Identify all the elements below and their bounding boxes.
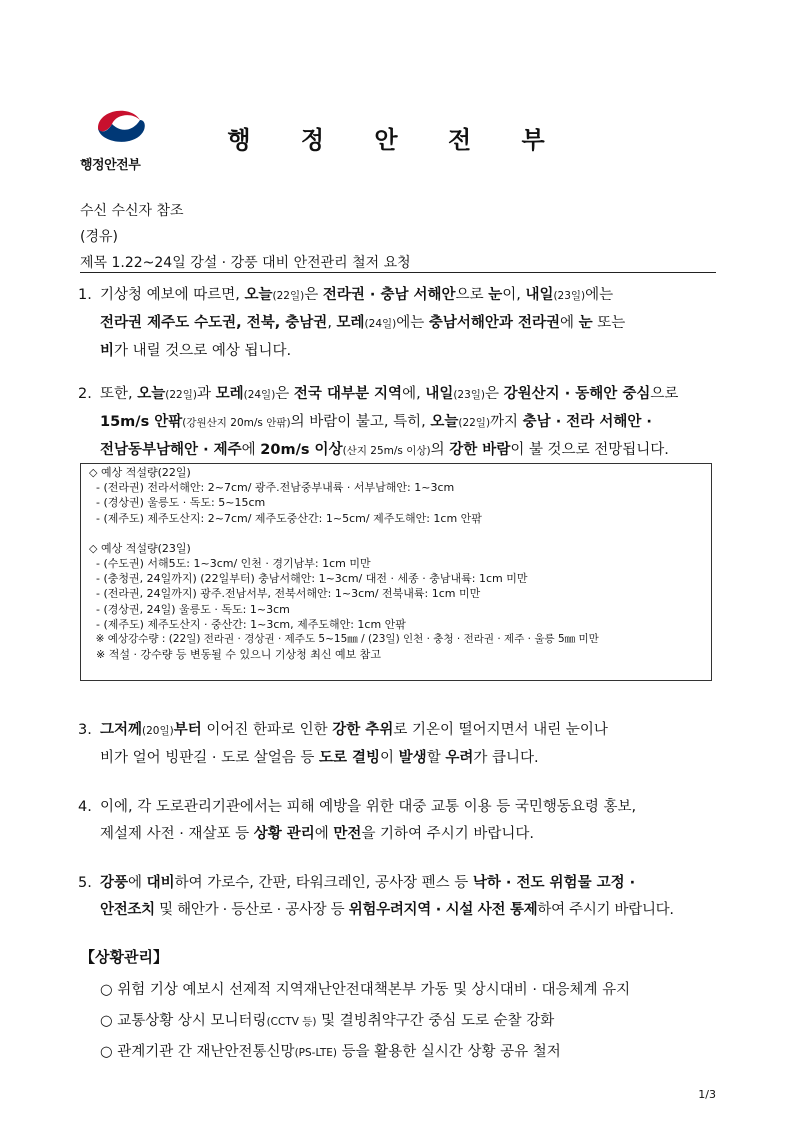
small-text: (강원산지 20m/s 안팎) bbox=[182, 417, 291, 429]
forecast-note: ※ 적설 · 강수량 등 변동될 수 있으니 기상청 최신 예보 참고 bbox=[89, 648, 381, 662]
forecast-line: - (충청권, 24일까지) (22일부터) 충남서해안: 1~3cm/ 대전 · 세종 · 충남내륙: 1cm 미만 bbox=[89, 572, 528, 586]
forecast-note: ※ 예상강수량 : (22일) 전라권 · 경상권 · 제주도 5~15㎜ / (23일) 인천 · 충청 · 전라권 · 제주 · 울릉 5㎜ 미만 bbox=[89, 633, 599, 646]
via-line: (경유) bbox=[80, 229, 118, 245]
bold-text: 20m/s 이상 bbox=[260, 442, 343, 458]
bold-text: 전남동부남해안 · 제주 bbox=[100, 442, 242, 458]
forecast-line: - (경상권) 울릉도 · 독도: 5~15cm bbox=[89, 496, 266, 510]
text: 에 bbox=[560, 315, 579, 331]
text: ○ 관계기관 간 재난안전통신망 bbox=[100, 1044, 295, 1060]
text: 가 내릴 것으로 예상 됩니다. bbox=[114, 343, 292, 359]
bold-text: 그저께 bbox=[100, 722, 143, 738]
text: 할 bbox=[426, 750, 446, 766]
small-text: (22일) bbox=[458, 417, 491, 429]
paragraph-1 bbox=[78, 282, 718, 365]
small-text: (PS-LTE) bbox=[294, 1047, 337, 1059]
bold-text: 눈 bbox=[488, 287, 503, 303]
forecast-day2-title: ◇ 예상 적설량(23일) bbox=[89, 541, 191, 555]
text: 또한, bbox=[100, 386, 138, 402]
bold-text: 오늘 bbox=[137, 386, 166, 402]
bold-text: 15m/s 안팎 bbox=[100, 414, 183, 430]
bold-text: 모레 bbox=[215, 386, 244, 402]
text: 이 bbox=[380, 750, 399, 766]
paragraph-3 bbox=[78, 717, 718, 772]
paragraph-5 bbox=[78, 870, 718, 924]
text: 기상청 예보에 따르면, bbox=[100, 287, 245, 303]
text: 하여 가로수, 간판, 타워크레인, 공사장 펜스 등 bbox=[174, 875, 473, 891]
text: 하여 주시기 바랍니다. bbox=[537, 902, 674, 918]
bold-text: 대비 bbox=[146, 875, 175, 891]
forecast-line: - (제주도) 제주도산지 · 중산간: 1~3cm, 제주도해안: 1cm 안팎 bbox=[89, 617, 406, 631]
bold-text: 강한 추위 bbox=[332, 722, 394, 738]
logo-text: 행정안전부 bbox=[80, 158, 141, 173]
text: 이 불 것으로 전망됩니다. bbox=[510, 442, 669, 458]
text: 또는 bbox=[592, 315, 626, 331]
paragraph-2 bbox=[78, 381, 718, 465]
small-text: (22일) bbox=[165, 389, 197, 401]
document-title: 행 정 안 전 부 bbox=[227, 126, 566, 154]
text: 으로 bbox=[455, 287, 489, 303]
forecast-line: - (전라권, 24일까지) 광주.전남서부, 전북서해안: 1~3cm/ 전북내륙: 1cm 미만 bbox=[89, 587, 481, 601]
list-item bbox=[100, 1037, 720, 1069]
bold-text: 오늘 bbox=[244, 287, 273, 303]
text: 이에, 각 도로관리기관에서는 피해 예방을 위한 대중 교통 이용 등 국민행동요령 홍보, bbox=[100, 799, 637, 815]
bold-text: 강풍 bbox=[100, 875, 129, 891]
bold-text: 강원산지 · 동해안 중심 bbox=[503, 386, 651, 402]
text: 의 바람이 불고, 특히, bbox=[290, 414, 431, 430]
text: 및 결빙취약구간 중심 도로 순찰 강화 bbox=[316, 1012, 555, 1029]
para-number: 3. bbox=[78, 722, 92, 738]
text: 과 bbox=[196, 386, 216, 402]
text: 등을 활용한 실시간 상황 공유 철저 bbox=[337, 1044, 561, 1060]
text: 이어진 한파로 인한 bbox=[201, 722, 333, 738]
page-number: 1/3 bbox=[698, 1088, 716, 1101]
text: 이, bbox=[502, 287, 526, 303]
bold-text: 내일 bbox=[525, 287, 554, 303]
bold-text: 부터 bbox=[173, 722, 202, 738]
text: 은 bbox=[304, 287, 323, 303]
situation-title: 【상황관리】 bbox=[80, 948, 168, 966]
small-text: (23일) bbox=[553, 290, 586, 302]
text: 은 bbox=[485, 386, 504, 402]
bold-text: 눈 bbox=[578, 315, 593, 331]
text: 까지 bbox=[490, 414, 523, 430]
text: 에는 bbox=[396, 315, 429, 331]
subject-line: 제목 1.22~24일 강설 · 강풍 대비 안전관리 철저 요청 bbox=[80, 255, 411, 271]
text: ○ 위험 기상 예보시 선제적 지역재난안전대책본부 가동 및 상시대비 · 대응체계 유지 bbox=[100, 982, 631, 998]
bold-text: 전라권 · 충남 서해안 bbox=[322, 287, 456, 303]
forecast-line: - (제주도) 제주도산지: 2~7cm/ 제주도중산간: 1~5cm/ 제주도해안: 1cm 안팎 bbox=[89, 511, 482, 525]
forecast-line: - (전라권) 전라서해안: 2~7cm/ 광주.전남중부내륙 · 서부남해안: 1~3cm bbox=[89, 481, 455, 495]
para-number: 2. bbox=[78, 386, 92, 402]
small-text: (22일) bbox=[272, 290, 305, 302]
forecast-day1-title: ◇ 예상 적설량(22일) bbox=[89, 466, 191, 479]
bold-text: 충남서해안과 전라권 bbox=[428, 315, 560, 331]
text: 로 기온이 떨어지면서 내린 눈이나 bbox=[393, 722, 608, 738]
recipient-line: 수신 수신자 참조 bbox=[80, 203, 184, 219]
text: ○ 교통상황 상시 모니터링 bbox=[100, 1012, 267, 1029]
small-text: (20일) bbox=[142, 725, 174, 737]
forecast-line: - (경상권, 24일) 울릉도 · 독도: 1~3cm bbox=[89, 602, 290, 616]
bold-text: 위험우려지역 · 시설 사전 통제 bbox=[348, 902, 538, 918]
para-number: 4. bbox=[78, 799, 92, 815]
bold-text: 모레 bbox=[336, 315, 365, 331]
small-text: (CCTV 등) bbox=[266, 1015, 317, 1028]
small-text: (24일) bbox=[243, 389, 276, 401]
para-number: 1. bbox=[78, 287, 92, 303]
text: , bbox=[327, 315, 337, 331]
text: 을 기하여 주시기 바랍니다. bbox=[361, 826, 534, 842]
text: 에, bbox=[402, 386, 426, 402]
bold-text: 안전조치 bbox=[100, 902, 155, 918]
text: 의 bbox=[430, 442, 450, 458]
bold-text: 전국 대부분 지역 bbox=[293, 386, 403, 402]
forecast-box bbox=[80, 463, 712, 681]
bold-text: 강한 바람 bbox=[449, 442, 511, 458]
text: 비가 얼어 빙판길 · 도로 살얼음 등 bbox=[100, 750, 319, 766]
text: 으로 bbox=[650, 386, 679, 402]
bold-text: 내일 bbox=[425, 386, 454, 402]
header-divider bbox=[80, 272, 716, 273]
bold-text: 오늘 bbox=[430, 414, 459, 430]
text: 및 해안가 · 등산로 · 공사장 등 bbox=[154, 902, 349, 918]
bold-text: 낙하 · 전도 위험물 고정 · bbox=[472, 875, 636, 891]
text: 에 bbox=[314, 826, 334, 842]
forecast-line: - (수도권) 서해5도: 1~3cm/ 인천 · 경기남부: 1cm 미만 bbox=[89, 557, 371, 571]
bold-text: 만전 bbox=[333, 826, 362, 842]
small-text: (24일) bbox=[364, 318, 397, 330]
text: 가 큽니다. bbox=[473, 750, 539, 766]
bold-text: 상황 관리 bbox=[253, 826, 315, 842]
text: 에 bbox=[241, 442, 261, 458]
situation-list bbox=[100, 975, 720, 1069]
text: 에 bbox=[128, 875, 147, 891]
text: 은 bbox=[275, 386, 294, 402]
bold-text: 전라권 제주도 수도권, 전북, 충남권 bbox=[100, 315, 328, 331]
list-item bbox=[100, 1006, 720, 1038]
small-text: (23일) bbox=[453, 389, 486, 401]
small-text: (산지 25m/s 이상) bbox=[342, 445, 431, 457]
list-item bbox=[100, 975, 720, 1006]
bold-text: 발생 bbox=[398, 750, 427, 766]
bold-text: 충남 · 전라 서해안 · bbox=[522, 414, 652, 430]
paragraph-4 bbox=[78, 794, 718, 848]
bold-text: 비 bbox=[100, 343, 115, 359]
text: 제설제 사전 · 재살포 등 bbox=[100, 826, 254, 842]
text: 에는 bbox=[585, 287, 614, 303]
bold-text: 우려 bbox=[445, 750, 474, 766]
bold-text: 도로 결빙 bbox=[318, 750, 381, 766]
para-number: 5. bbox=[78, 875, 92, 891]
